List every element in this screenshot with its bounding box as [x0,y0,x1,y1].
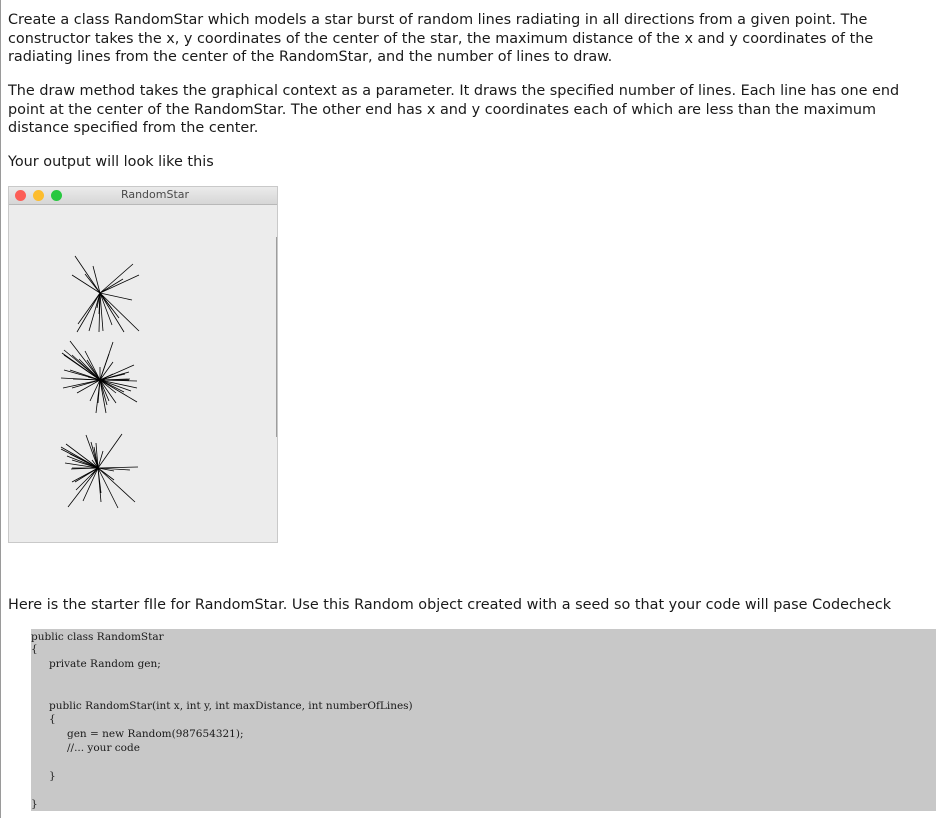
star-1-line [100,264,133,293]
star-2-line [100,342,113,380]
code-line: } [31,798,38,810]
star-3-line [98,451,103,468]
code-line: } [49,770,56,782]
randomstar-window [8,186,278,543]
star-2-line [63,380,100,388]
draw-method-paragraph: The draw method takes the graphical context as a parameter. It draws the specified number of lines. Each line has one end point at the center of the RandomStar. The other end has x and y coordinates each of which are less than the maximum distance specified from the center. [8,83,900,137]
star-3-line [72,468,98,482]
star-3-line [66,444,98,468]
star-3-line [98,434,122,468]
star-3-line [98,468,135,502]
code-line: { [31,643,38,655]
star-1-line [100,275,139,293]
star-1-line [78,293,100,324]
code-line: public class RandomStar [31,631,164,643]
code-line: private Random gen; [49,658,161,670]
window-titlebar [9,187,277,205]
star-1-line [77,293,100,332]
star-1-line [100,279,123,293]
intro-paragraph: Create a class RandomStar which models a star burst of random lines radiating in all directions from a given point. The constructor takes the x, y coordinates of the center of the star, the maximum distance of the x and y coordinates of the radiating lines from the center of the RandomStar, and the number of lines to draw. [8,12,874,66]
starter-intro-paragraph: Here is the starter fIle for RandomStar. Use this Random object created with a seed so that your code will pase Codecheck [8,597,892,613]
output-intro-paragraph: Your output will look like this [8,154,214,170]
code-line: gen = new Random(987654321); [67,728,244,740]
window-title: RandomStar [120,188,190,201]
page-left-border [0,0,1,818]
code-line: { [49,713,56,725]
star-3-line [68,468,98,507]
starter-code-block [31,629,936,811]
star-2-line [70,341,100,380]
code-line: //... your code [67,742,140,754]
star-2-line [62,353,100,380]
star-1-line [89,293,100,331]
code-line: public RandomStar(int x, int y, int maxDistance, int numberOfLines) [49,700,413,712]
star-canvas [9,205,277,542]
star-3-line [98,467,138,468]
star-1-line [75,256,100,293]
